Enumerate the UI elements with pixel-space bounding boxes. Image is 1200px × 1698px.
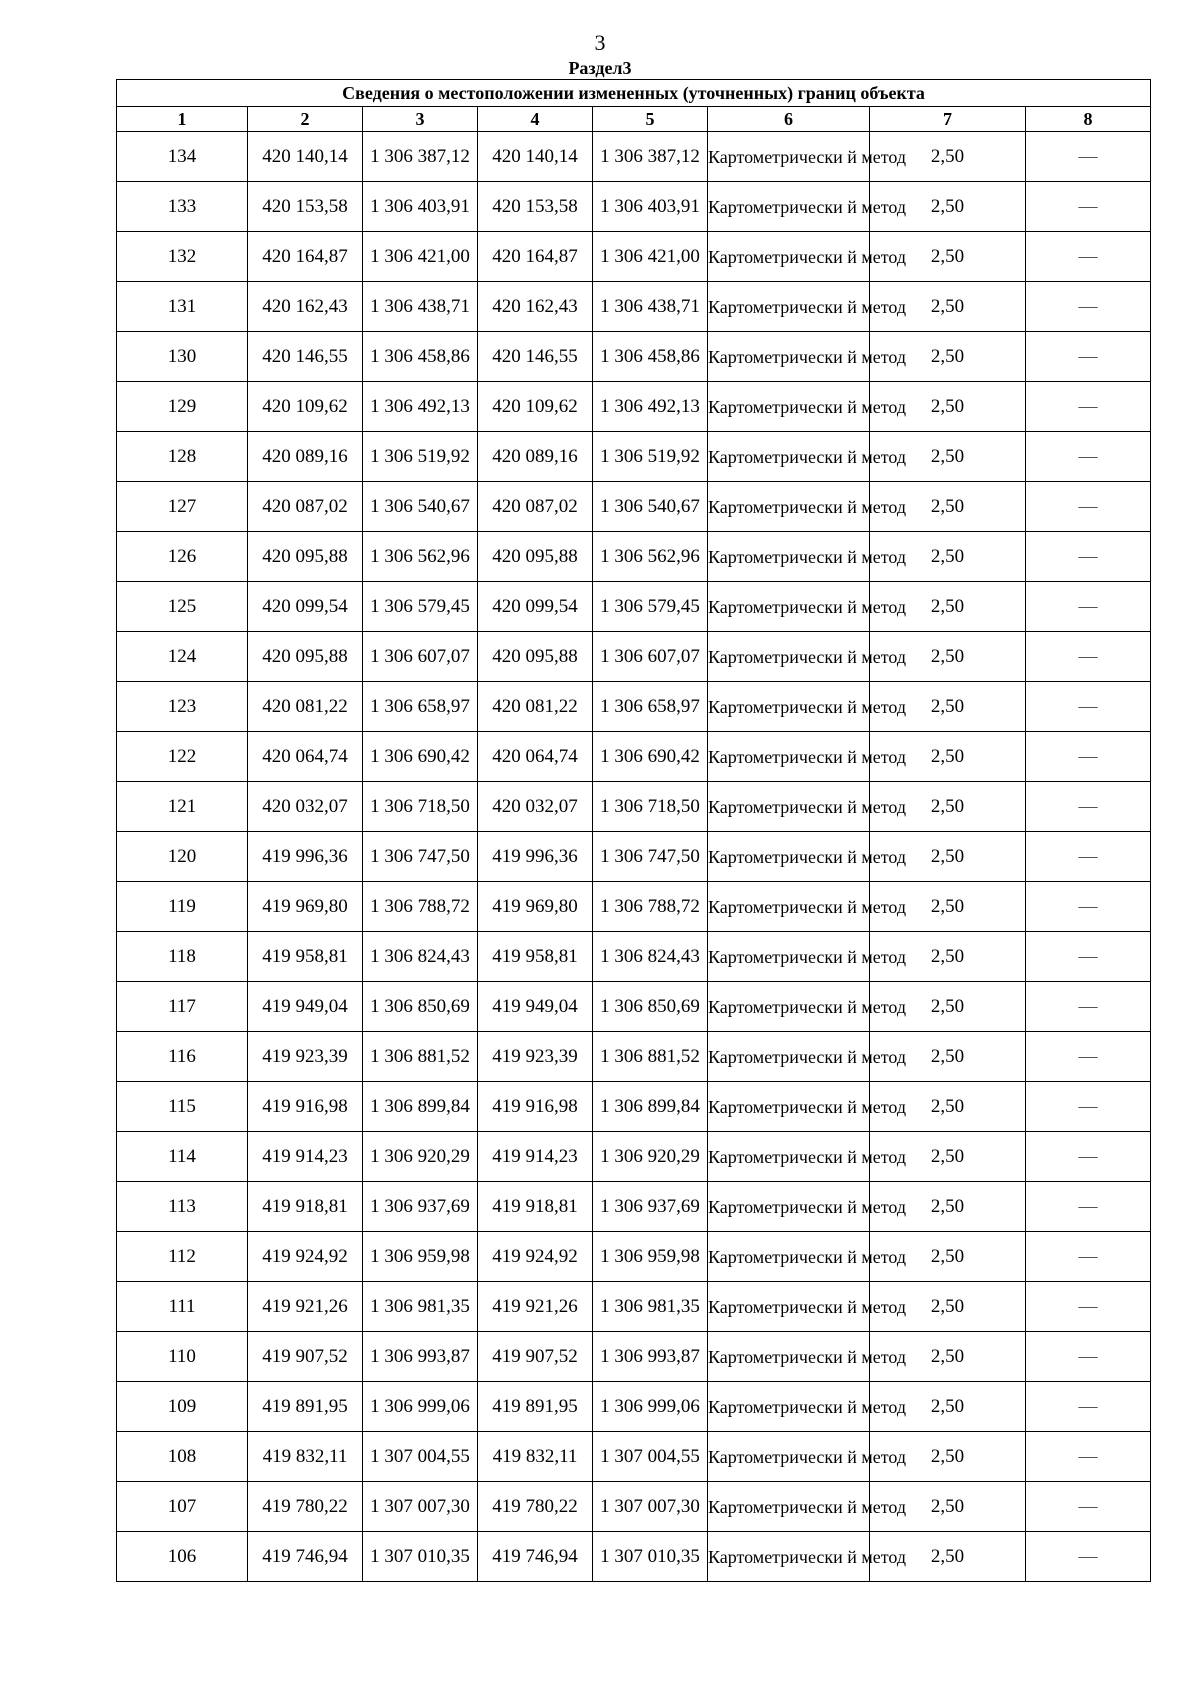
cell-y-existing: 1 306 421,00 — [363, 232, 478, 282]
table-row — [117, 882, 1151, 932]
table-row — [117, 632, 1151, 682]
cell-accuracy: 2,50 — [870, 332, 1026, 382]
cell-description: — — [1026, 1032, 1151, 1082]
cell-x-existing: 420 087,02 — [248, 482, 363, 532]
table-row — [117, 1482, 1151, 1532]
table-row — [117, 1532, 1151, 1582]
cell-y-existing: 1 306 519,92 — [363, 432, 478, 482]
column-header-2: 2 — [248, 107, 363, 132]
cell-method: Картометрически й метод — [708, 282, 870, 332]
table-row — [117, 832, 1151, 882]
table-row — [117, 532, 1151, 582]
cell-x-existing: 419 780,22 — [248, 1482, 363, 1532]
cell-description: — — [1026, 532, 1151, 582]
table-row — [117, 932, 1151, 982]
cell-description: — — [1026, 1082, 1151, 1132]
cell-description: — — [1026, 582, 1151, 632]
cell-description: — — [1026, 282, 1151, 332]
cell-method: Картометрически й метод — [708, 682, 870, 732]
cell-method: Картометрически й метод — [708, 1332, 870, 1382]
cell-y-existing: 1 307 004,55 — [363, 1432, 478, 1482]
cell-description: — — [1026, 782, 1151, 832]
cell-x-new: 420 109,62 — [478, 382, 593, 432]
table-row — [117, 582, 1151, 632]
table-row — [117, 1432, 1151, 1482]
column-header-5: 5 — [593, 107, 708, 132]
cell-method: Картометрически й метод — [708, 132, 870, 182]
cell-accuracy: 2,50 — [870, 732, 1026, 782]
table-row — [117, 1232, 1151, 1282]
cell-y-existing: 1 306 718,50 — [363, 782, 478, 832]
cell-y-new: 1 306 993,87 — [593, 1332, 708, 1382]
cell-method: Картометрически й метод — [708, 932, 870, 982]
cell-x-new: 420 081,22 — [478, 682, 593, 732]
cell-description: — — [1026, 232, 1151, 282]
cell-point-number: 121 — [117, 782, 248, 832]
cell-x-new: 420 087,02 — [478, 482, 593, 532]
cell-y-new: 1 306 959,98 — [593, 1232, 708, 1282]
cell-description: — — [1026, 182, 1151, 232]
cell-y-new: 1 306 519,92 — [593, 432, 708, 482]
cell-y-new: 1 306 658,97 — [593, 682, 708, 732]
cell-y-existing: 1 306 788,72 — [363, 882, 478, 932]
cell-description: — — [1026, 1482, 1151, 1532]
cell-y-new: 1 306 579,45 — [593, 582, 708, 632]
cell-accuracy: 2,50 — [870, 1382, 1026, 1432]
cell-x-existing: 420 109,62 — [248, 382, 363, 432]
cell-x-new: 419 916,98 — [478, 1082, 593, 1132]
cell-y-new: 1 307 007,30 — [593, 1482, 708, 1532]
cell-x-new: 419 924,92 — [478, 1232, 593, 1282]
cell-point-number: 117 — [117, 982, 248, 1032]
cell-y-new: 1 306 850,69 — [593, 982, 708, 1032]
table-row — [117, 1282, 1151, 1332]
cell-x-existing: 420 164,87 — [248, 232, 363, 282]
cell-x-existing: 420 095,88 — [248, 532, 363, 582]
cell-description: — — [1026, 1282, 1151, 1332]
cell-y-existing: 1 306 690,42 — [363, 732, 478, 782]
cell-method: Картометрически й метод — [708, 232, 870, 282]
cell-y-existing: 1 306 403,91 — [363, 182, 478, 232]
cell-x-new: 420 146,55 — [478, 332, 593, 382]
cell-accuracy: 2,50 — [870, 682, 1026, 732]
cell-accuracy: 2,50 — [870, 182, 1026, 232]
cell-x-existing: 419 921,26 — [248, 1282, 363, 1332]
cell-description: — — [1026, 432, 1151, 482]
cell-method: Картометрически й метод — [708, 332, 870, 382]
cell-method: Картометрически й метод — [708, 1532, 870, 1582]
cell-accuracy: 2,50 — [870, 282, 1026, 332]
cell-x-existing: 420 162,43 — [248, 282, 363, 332]
cell-accuracy: 2,50 — [870, 432, 1026, 482]
cell-x-new: 420 095,88 — [478, 532, 593, 582]
cell-x-existing: 420 064,74 — [248, 732, 363, 782]
cell-point-number: 131 — [117, 282, 248, 332]
cell-accuracy: 2,50 — [870, 1082, 1026, 1132]
cell-y-existing: 1 306 658,97 — [363, 682, 478, 732]
cell-point-number: 125 — [117, 582, 248, 632]
cell-description: — — [1026, 132, 1151, 182]
cell-accuracy: 2,50 — [870, 382, 1026, 432]
cell-x-new: 420 153,58 — [478, 182, 593, 232]
cell-y-new: 1 306 920,29 — [593, 1132, 708, 1182]
cell-x-new: 419 918,81 — [478, 1182, 593, 1232]
cell-point-number: 113 — [117, 1182, 248, 1232]
cell-description: — — [1026, 1332, 1151, 1382]
cell-y-existing: 1 306 899,84 — [363, 1082, 478, 1132]
cell-x-new: 420 164,87 — [478, 232, 593, 282]
cell-x-new: 420 032,07 — [478, 782, 593, 832]
cell-method: Картометрически й метод — [708, 882, 870, 932]
table-row — [117, 982, 1151, 1032]
cell-point-number: 134 — [117, 132, 248, 182]
cell-point-number: 130 — [117, 332, 248, 382]
cell-description: — — [1026, 932, 1151, 982]
cell-y-existing: 1 306 438,71 — [363, 282, 478, 332]
cell-point-number: 110 — [117, 1332, 248, 1382]
cell-y-existing: 1 306 850,69 — [363, 982, 478, 1032]
table-row — [117, 132, 1151, 182]
cell-y-existing: 1 306 959,98 — [363, 1232, 478, 1282]
cell-y-new: 1 306 403,91 — [593, 182, 708, 232]
page-number: 3 — [594, 30, 606, 55]
cell-method: Картометрически й метод — [708, 1182, 870, 1232]
table-row — [117, 232, 1151, 282]
cell-method: Картометрически й метод — [708, 182, 870, 232]
cell-point-number: 126 — [117, 532, 248, 582]
cell-point-number: 111 — [117, 1282, 248, 1332]
cell-x-existing: 419 949,04 — [248, 982, 363, 1032]
cell-y-new: 1 306 540,67 — [593, 482, 708, 532]
cell-point-number: 124 — [117, 632, 248, 682]
cell-point-number: 118 — [117, 932, 248, 982]
cell-x-existing: 420 140,14 — [248, 132, 363, 182]
cell-y-existing: 1 306 492,13 — [363, 382, 478, 432]
cell-point-number: 119 — [117, 882, 248, 932]
cell-method: Картометрически й метод — [708, 1282, 870, 1332]
cell-accuracy: 2,50 — [870, 1532, 1026, 1582]
table-row — [117, 1132, 1151, 1182]
cell-description: — — [1026, 1532, 1151, 1582]
cell-accuracy: 2,50 — [870, 1132, 1026, 1182]
cell-y-new: 1 306 881,52 — [593, 1032, 708, 1082]
section-title: Раздел3 — [568, 58, 632, 78]
table-row — [117, 1082, 1151, 1132]
table-row — [117, 332, 1151, 382]
cell-y-existing: 1 306 540,67 — [363, 482, 478, 532]
cell-x-existing: 419 996,36 — [248, 832, 363, 882]
cell-description: — — [1026, 982, 1151, 1032]
cell-accuracy: 2,50 — [870, 1032, 1026, 1082]
cell-method: Картометрически й метод — [708, 482, 870, 532]
table-row — [117, 382, 1151, 432]
cell-x-existing: 420 032,07 — [248, 782, 363, 832]
cell-x-existing: 420 081,22 — [248, 682, 363, 732]
table-row — [117, 482, 1151, 532]
cell-point-number: 107 — [117, 1482, 248, 1532]
cell-accuracy: 2,50 — [870, 582, 1026, 632]
cell-x-new: 420 140,14 — [478, 132, 593, 182]
cell-x-new: 420 095,88 — [478, 632, 593, 682]
cell-point-number: 128 — [117, 432, 248, 482]
cell-x-new: 419 914,23 — [478, 1132, 593, 1182]
cell-x-existing: 419 916,98 — [248, 1082, 363, 1132]
cell-y-new: 1 306 458,86 — [593, 332, 708, 382]
cell-y-new: 1 307 004,55 — [593, 1432, 708, 1482]
coordinates-table — [116, 79, 1151, 1582]
cell-y-new: 1 306 690,42 — [593, 732, 708, 782]
cell-y-existing: 1 307 007,30 — [363, 1482, 478, 1532]
cell-y-new: 1 306 899,84 — [593, 1082, 708, 1132]
cell-x-existing: 420 095,88 — [248, 632, 363, 682]
cell-y-new: 1 306 981,35 — [593, 1282, 708, 1332]
column-header-8: 8 — [1026, 107, 1151, 132]
cell-x-new: 420 099,54 — [478, 582, 593, 632]
cell-x-new: 419 746,94 — [478, 1532, 593, 1582]
cell-point-number: 112 — [117, 1232, 248, 1282]
cell-y-existing: 1 306 993,87 — [363, 1332, 478, 1382]
table-row — [117, 1182, 1151, 1232]
table-caption: Сведения о местоположении измененных (уточненных) границ объекта — [117, 80, 1151, 107]
cell-description: — — [1026, 832, 1151, 882]
cell-x-existing: 419 918,81 — [248, 1182, 363, 1232]
cell-accuracy: 2,50 — [870, 1232, 1026, 1282]
cell-point-number: 106 — [117, 1532, 248, 1582]
cell-y-existing: 1 306 562,96 — [363, 532, 478, 582]
cell-x-new: 419 923,39 — [478, 1032, 593, 1082]
table-row — [117, 282, 1151, 332]
cell-method: Картометрически й метод — [708, 1132, 870, 1182]
cell-x-new: 419 780,22 — [478, 1482, 593, 1532]
table-row — [117, 1382, 1151, 1432]
cell-method: Картометрически й метод — [708, 1432, 870, 1482]
cell-description: — — [1026, 1432, 1151, 1482]
cell-point-number: 123 — [117, 682, 248, 732]
cell-accuracy: 2,50 — [870, 1332, 1026, 1382]
cell-accuracy: 2,50 — [870, 132, 1026, 182]
cell-accuracy: 2,50 — [870, 1482, 1026, 1532]
cell-x-existing: 419 832,11 — [248, 1432, 363, 1482]
cell-y-existing: 1 306 607,07 — [363, 632, 478, 682]
cell-x-new: 419 907,52 — [478, 1332, 593, 1382]
cell-y-existing: 1 306 747,50 — [363, 832, 478, 882]
cell-method: Картометрически й метод — [708, 532, 870, 582]
cell-point-number: 115 — [117, 1082, 248, 1132]
cell-y-new: 1 306 788,72 — [593, 882, 708, 932]
cell-method: Картометрически й метод — [708, 582, 870, 632]
cell-x-existing: 419 907,52 — [248, 1332, 363, 1382]
cell-description: — — [1026, 882, 1151, 932]
cell-x-existing: 420 146,55 — [248, 332, 363, 382]
cell-method: Картометрически й метод — [708, 832, 870, 882]
cell-y-new: 1 306 562,96 — [593, 532, 708, 582]
cell-description: — — [1026, 1382, 1151, 1432]
cell-y-new: 1 306 824,43 — [593, 932, 708, 982]
cell-x-existing: 419 958,81 — [248, 932, 363, 982]
cell-x-new: 419 996,36 — [478, 832, 593, 882]
cell-y-existing: 1 306 881,52 — [363, 1032, 478, 1082]
cell-x-existing: 420 153,58 — [248, 182, 363, 232]
cell-point-number: 116 — [117, 1032, 248, 1082]
cell-x-new: 419 969,80 — [478, 882, 593, 932]
cell-x-existing: 419 891,95 — [248, 1382, 363, 1432]
column-header-3: 3 — [363, 107, 478, 132]
cell-accuracy: 2,50 — [870, 782, 1026, 832]
table-row — [117, 732, 1151, 782]
cell-accuracy: 2,50 — [870, 482, 1026, 532]
cell-y-existing: 1 306 999,06 — [363, 1382, 478, 1432]
cell-y-new: 1 306 421,00 — [593, 232, 708, 282]
cell-method: Картометрически й метод — [708, 1482, 870, 1532]
column-header-4: 4 — [478, 107, 593, 132]
cell-y-existing: 1 307 010,35 — [363, 1532, 478, 1582]
cell-y-existing: 1 306 937,69 — [363, 1182, 478, 1232]
cell-x-existing: 419 923,39 — [248, 1032, 363, 1082]
cell-description: — — [1026, 1132, 1151, 1182]
cell-x-existing: 419 746,94 — [248, 1532, 363, 1582]
cell-accuracy: 2,50 — [870, 982, 1026, 1032]
cell-x-new: 420 064,74 — [478, 732, 593, 782]
column-header-1: 1 — [117, 107, 248, 132]
column-header-row — [117, 107, 1151, 132]
cell-point-number: 114 — [117, 1132, 248, 1182]
cell-x-new: 419 921,26 — [478, 1282, 593, 1332]
cell-y-new: 1 306 718,50 — [593, 782, 708, 832]
cell-x-new: 420 089,16 — [478, 432, 593, 482]
cell-description: — — [1026, 732, 1151, 782]
cell-y-existing: 1 306 824,43 — [363, 932, 478, 982]
cell-accuracy: 2,50 — [870, 882, 1026, 932]
cell-x-existing: 419 914,23 — [248, 1132, 363, 1182]
column-header-7: 7 — [870, 107, 1026, 132]
cell-x-existing: 419 924,92 — [248, 1232, 363, 1282]
cell-x-existing: 419 969,80 — [248, 882, 363, 932]
cell-point-number: 108 — [117, 1432, 248, 1482]
cell-y-new: 1 306 492,13 — [593, 382, 708, 432]
cell-x-new: 419 949,04 — [478, 982, 593, 1032]
cell-method: Картометрически й метод — [708, 1032, 870, 1082]
cell-method: Картометрически й метод — [708, 1382, 870, 1432]
cell-method: Картометрически й метод — [708, 982, 870, 1032]
cell-y-new: 1 306 747,50 — [593, 832, 708, 882]
cell-y-new: 1 306 937,69 — [593, 1182, 708, 1232]
cell-y-new: 1 306 607,07 — [593, 632, 708, 682]
cell-method: Картометрически й метод — [708, 732, 870, 782]
cell-description: — — [1026, 382, 1151, 432]
table-row — [117, 432, 1151, 482]
cell-point-number: 122 — [117, 732, 248, 782]
cell-y-existing: 1 306 920,29 — [363, 1132, 478, 1182]
cell-y-existing: 1 306 387,12 — [363, 132, 478, 182]
table-body — [117, 132, 1151, 1582]
cell-point-number: 127 — [117, 482, 248, 532]
cell-method: Картометрически й метод — [708, 1082, 870, 1132]
cell-method: Картометрически й метод — [708, 1232, 870, 1282]
cell-x-existing: 420 099,54 — [248, 582, 363, 632]
cell-accuracy: 2,50 — [870, 632, 1026, 682]
table-row — [117, 1032, 1151, 1082]
cell-description: — — [1026, 332, 1151, 382]
cell-x-new: 419 832,11 — [478, 1432, 593, 1482]
cell-description: — — [1026, 1232, 1151, 1282]
cell-x-new: 419 891,95 — [478, 1382, 593, 1432]
cell-y-new: 1 307 010,35 — [593, 1532, 708, 1582]
table-row — [117, 1332, 1151, 1382]
cell-point-number: 133 — [117, 182, 248, 232]
cell-description: — — [1026, 682, 1151, 732]
cell-description: — — [1026, 1182, 1151, 1232]
table-row — [117, 182, 1151, 232]
column-header-6: 6 — [708, 107, 870, 132]
cell-accuracy: 2,50 — [870, 1282, 1026, 1332]
cell-description: — — [1026, 632, 1151, 682]
cell-accuracy: 2,50 — [870, 532, 1026, 582]
cell-y-new: 1 306 999,06 — [593, 1382, 708, 1432]
cell-y-existing: 1 306 579,45 — [363, 582, 478, 632]
cell-x-existing: 420 089,16 — [248, 432, 363, 482]
cell-point-number: 109 — [117, 1382, 248, 1432]
cell-method: Картометрически й метод — [708, 782, 870, 832]
cell-accuracy: 2,50 — [870, 232, 1026, 282]
table-caption-row — [117, 80, 1151, 107]
cell-point-number: 129 — [117, 382, 248, 432]
cell-point-number: 120 — [117, 832, 248, 882]
cell-y-new: 1 306 387,12 — [593, 132, 708, 182]
cell-y-new: 1 306 438,71 — [593, 282, 708, 332]
cell-method: Картометрически й метод — [708, 632, 870, 682]
cell-point-number: 132 — [117, 232, 248, 282]
cell-x-new: 419 958,81 — [478, 932, 593, 982]
cell-method: Картометрически й метод — [708, 382, 870, 432]
cell-y-existing: 1 306 458,86 — [363, 332, 478, 382]
cell-accuracy: 2,50 — [870, 832, 1026, 882]
cell-y-existing: 1 306 981,35 — [363, 1282, 478, 1332]
cell-x-new: 420 162,43 — [478, 282, 593, 332]
cell-accuracy: 2,50 — [870, 1432, 1026, 1482]
cell-description: — — [1026, 482, 1151, 532]
table-row — [117, 782, 1151, 832]
cell-accuracy: 2,50 — [870, 932, 1026, 982]
cell-method: Картометрически й метод — [708, 432, 870, 482]
cell-accuracy: 2,50 — [870, 1182, 1026, 1232]
table-row — [117, 682, 1151, 732]
